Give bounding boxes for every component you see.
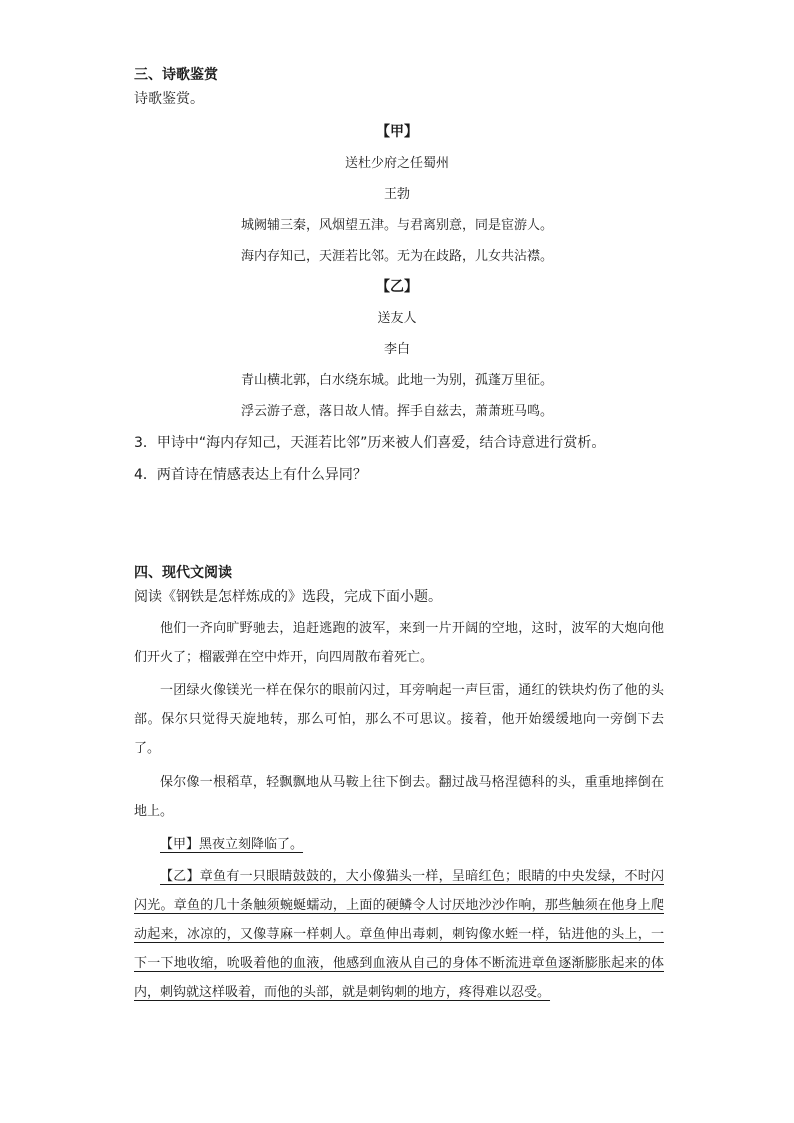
passage-paragraph-2: 一团绿火像镁光一样在保尔的眼前闪过，耳旁响起一声巨雷，通红的铁块灼伤了他的头部。保尔只觉得天旋地转，那么可怕，那么不可思议。接着，他开始缓缓地向一旁倒下去了。 — [134, 683, 664, 756]
section3-intro: 诗歌鉴赏。 — [134, 91, 204, 107]
passage-paragraph-yi — [134, 862, 664, 1007]
section3-heading: 三、诗歌鉴赏 — [134, 67, 218, 83]
poem-a-title: 送杜少府之任蜀州 — [344, 156, 449, 171]
passage-paragraph-1: 他们一齐向旷野驰去，追赶逃跑的波军，来到一片开阔的空地，这时，波军的大炮向他们开火了；榴霰弹在空中炸开，向四周散布着死亡。 — [134, 621, 664, 665]
section4-heading: 四、现代文阅读 — [134, 565, 232, 581]
poem-b-line1: 青山横北郭，白水绕东城。此地一为别，孤蓬万里征。 — [240, 373, 553, 388]
poem-b-title: 送友人 — [377, 311, 417, 326]
poem-a-tag: 【甲】 — [376, 124, 418, 140]
passage-paragraph-3: 保尔像一根稻草，轻飘飘地从马鞍上往下倒去。翻过战马格涅德科的头，重重地摔倒在地上。 — [134, 775, 664, 819]
poem-b-author: 李白 — [383, 342, 410, 357]
poem-a-line2: 海内存知己，天涯若比邻。无为在歧路，儿女共沾襟。 — [240, 249, 553, 264]
poem-b-line2: 浮云游子意，落日故人情。挥手自兹去，萧萧班马鸣。 — [240, 404, 553, 419]
question-3: 3．甲诗中“海内存知己，天涯若比邻”历来被人们喜爱，结合诗意进行赏析。 — [134, 435, 606, 451]
underlined-yi: 【乙】章鱼有一只眼睛鼓鼓的，大小像猫头一样，呈暗红色；眼睛的中央发绿，不时闪闪光。章鱼的几十条触须蜿蜒蠕动，上面的硬鳞令人讨厌地沙沙作响，那些触须在他身上爬动起来，冰凉的，又像荨麻一样刺人。章鱼伸出毒刺，刺钩像水蛭一样，钻进他的头上，一下一下地收缩，吮吸着他的血液，他感到血液从自己的身体不断流进章鱼逐渐膨胀起来的体内，刺钩就这样吸着，而他的头部，就是刺钩刺的地方，疼得难以忍受。 — [134, 869, 664, 1000]
poem-a-author: 王勃 — [383, 187, 410, 202]
underlined-jia: 【甲】黑夜立刻降临了。 — [160, 837, 304, 852]
section4-intro: 阅读《钢铁是怎样炼成的》选段，完成下面小题。 — [134, 589, 442, 605]
passage-paragraph-jia — [134, 830, 664, 859]
poem-a-line1: 城阙辅三秦，风烟望五津。与君离别意，同是宦游人。 — [240, 218, 553, 233]
poem-b-tag: 【乙】 — [376, 279, 418, 295]
question-4: 4．两首诗在情感表达上有什么异同？ — [134, 467, 367, 483]
